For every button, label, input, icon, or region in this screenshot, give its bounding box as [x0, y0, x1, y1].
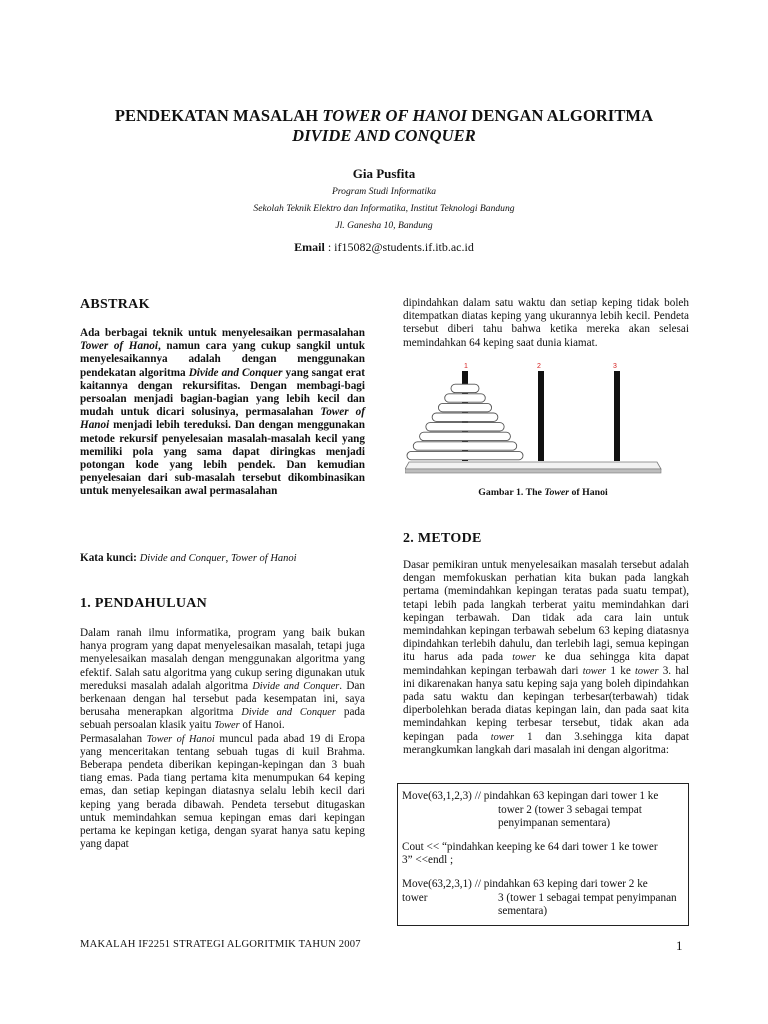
affiliation-program: Program Studi Informatika — [331, 186, 437, 197]
disk — [407, 451, 523, 459]
algorithm-code-box — [397, 783, 689, 926]
code-line: penyimpanan sementara) — [498, 817, 611, 830]
title-line-1: PENDEKATAN MASALAH TOWER OF HANOI DENGAN ALGORITMA — [114, 106, 654, 125]
disk — [451, 384, 479, 392]
section1-heading: 1. PENDAHULUAN — [80, 596, 208, 611]
paper-title — [0, 106, 768, 146]
code-line: Cout << “pindahkan keeping ke 64 dari tower 1 ke tower — [402, 840, 658, 853]
disk — [445, 394, 486, 402]
affiliation-school: Sekolah Teknik Elektro dan Informatika, Institut Teknologi Bandung — [253, 203, 515, 214]
peg-3 — [614, 371, 620, 461]
peg-label-3: 3 — [613, 363, 617, 370]
section1-paragraph-1: Dalam ranah ilmu informatika, program yang baik bukan hanya program yang dapat menyelesaikan masalah, tetapi juga menyelesaikan masalah dengan menggunakan algoritma yang efektif. Salah satu algoritma yang cukup sering digunakan utuk mereduksi masalah adalah algoritma Divide and Conquer. Dan berkenaan dengan hal tersebut pada kesempatan ini, saya berusaha menerapkan algoritma Divide and Conquer pada sebuah persoalan klasik yaitu Tower of Hanoi. — [80, 627, 365, 732]
abstract-heading: ABSTRAK — [80, 297, 150, 312]
disk — [413, 442, 516, 450]
tower-base-front — [405, 469, 661, 473]
disk — [438, 403, 491, 411]
peg-label-2: 2 — [537, 363, 541, 370]
code-line: tower 2 (tower 3 sebagai tempat — [498, 803, 642, 816]
page-number: 1 — [676, 938, 683, 953]
code-line: Move(63,1,2,3) // pindahkan 63 kepingan dari tower 1 ke — [402, 790, 659, 802]
disk — [426, 423, 504, 431]
disk — [432, 413, 498, 421]
peg-label-1: 1 — [464, 363, 468, 370]
tower-base — [405, 462, 661, 469]
author-email: Email : if15082@students.if.itb.ac.id — [294, 240, 474, 254]
keywords: Kata kunci: Divide and Conquer, Tower of Hanoi — [80, 552, 297, 564]
right-column-intro: dipindahkan dalam satu waktu dan setiap keping tidak boleh ditempatkan diatas keping yang ukurannya lebih kecil. Pendeta tersebut diberi tahu bahwa ketika mereka akan selesai memindahkan 64 keping saat dunia kiamat. — [403, 297, 689, 349]
affiliation-address: Jl. Ganesha 10, Bandung — [335, 220, 433, 231]
peg-2 — [538, 371, 544, 461]
section2-heading: 2. METODE — [403, 531, 482, 546]
abstract-body: Ada berbagai teknik untuk menyelesaikan permasalahan Tower of Hanoi, namun cara yang cukup sangkil untuk menyelesaikannya adalah dengan menggunakan pendekatan algoritma Divide and Conquer yang sangat erat kaitannya dengan rekursifitas. Dengan membagi-bagi persoalan menjadi bagian-bagian yang lebih kecil dan mudah untuk dicari solusinya, permasalahan Tower of Hanoi menjadi lebih tereduksi. Dan dengan menggunakan metode rekursif penyelesaian masalah-masalah kecil yang memiliki pola yang sama dapat diringkas menjadi potongan kode yang lebih pendek. Dan kemudian penyelesaian dari sub-masalah tersebut dikombinasikan untuk menyelesaikan awal permasalahan — [80, 327, 365, 498]
code-line: sementara) — [498, 905, 548, 918]
code-line: tower 3 (tower 1 sebagai tempat penyimpanan — [402, 891, 677, 904]
title-line-2: DIVIDE AND CONQUER — [292, 126, 476, 145]
tower-of-hanoi-figure — [405, 355, 665, 480]
code-line: Move(63,2,3,1) // pindahkan 63 keping dari tower 2 ke — [402, 877, 648, 890]
section2-body: Dasar pemikiran untuk menyelesaikan masalah tersebut adalah dengan memfokuskan perhatian kita bukan pada langkah pertama (memindahkan kepingan teratas pada suatu tempat), tetapi lebih pada langkah terberat yaitu memindahkan dari kepingan terbawah. Dan tidak ada cara lain untuk memindahkan kepingan terbawah sebelum 63 keping diatasnya dipindahkan terlebih dahulu, dan terlebih lagi, semua kepingan itu harus ada pada tower ke dua sehingga kita dapat memindahkan kepingan terbawah dari tower 1 ke tower 3. hal ini dikarenakan hanya satu keping saja yang boleh dipindahkan pada satu waktu dan kepingan terbesar(terbawah) tidak diperbolehkan berada diatas kepingan lain, dan pada saat kita memindahkan keping terbesar tersebut, tidak akan ada kepingan pada tower 1 dan 3.sehingga kita dapat merangkumkan langkah dari masalah ini dengan algoritma: — [403, 559, 690, 756]
footer-text: MAKALAH IF2251 STRATEGI ALGORITMIK TAHUN 2007 — [80, 939, 361, 950]
author-name: Gia Pusfita — [352, 166, 416, 181]
figure-caption: Gambar 1. The Tower of Hanoi — [478, 487, 608, 498]
section1-paragraph-2: Permasalahan Tower of Hanoi muncul pada abad 19 di Eropa yang menceritakan tentang sebuah tugas di kuil Brahma. Beberapa pendeta diberikan kepingan-kepingan dan 3 buah tiang emas. Pada tiang pertama kita menumpukan 64 keping emas, dan setiap kepingan diatasnya selalu lebih kecil dari keping yang berada dibawah. Pendeta tersebut ditugaskan untuk memindahkan semua kepingan emas dari kepingan pertama ke kepingan ketiga, dengan syarat hanya satu keping yang dapat — [80, 732, 365, 851]
disk — [420, 432, 511, 440]
code-line: 3” <<endl ; — [402, 854, 454, 867]
section1-body — [80, 627, 365, 851]
